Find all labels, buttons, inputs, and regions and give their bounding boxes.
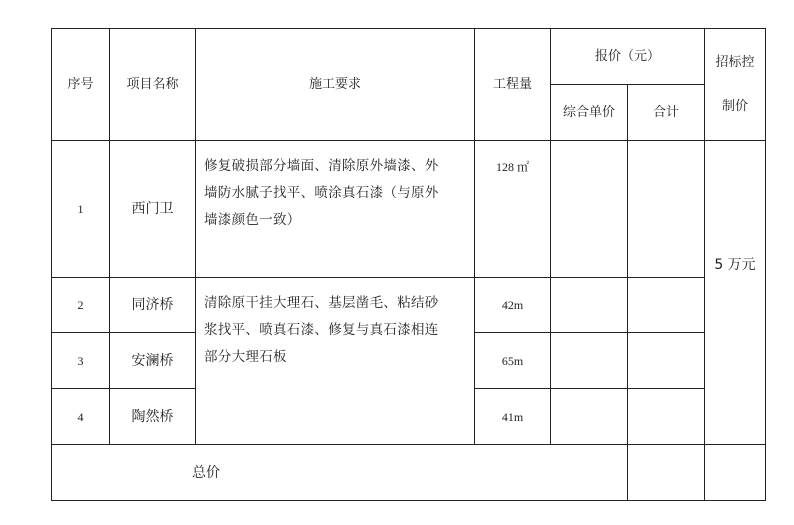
header-quote: 报价（元）	[594, 48, 660, 64]
row2-name: 同济桥	[131, 297, 174, 313]
row3-name: 安澜桥	[131, 352, 174, 369]
row1-requirements	[204, 153, 472, 234]
header-quantity: 工程量	[492, 76, 532, 92]
row2-quantity: 42m	[501, 298, 524, 312]
header-total: 合计	[652, 104, 679, 120]
control-price-value: 5 万元	[714, 257, 756, 273]
row3-quantity: 65m	[501, 353, 524, 368]
shared-requirements	[204, 290, 472, 371]
shared-requirements-line2: 浆找平、喷真石漆、修复与真石漆相连	[204, 322, 439, 338]
table-border-right	[765, 28, 766, 501]
col-unit-line	[627, 84, 628, 501]
row4-name: 陶然桥	[131, 408, 174, 425]
row4-seq: 4	[77, 409, 84, 424]
header-requirements: 施工要求	[308, 76, 361, 92]
row1-quantity: 128 ㎡	[495, 160, 529, 174]
header-seq: 序号	[67, 76, 94, 92]
header-unit-price: 综合单价	[562, 104, 615, 120]
row1-requirements-line2: 墙防水腻子找平、喷涂真石漆（与原外	[204, 185, 439, 201]
row3-seq: 3	[77, 353, 84, 368]
row1-name: 西门卫	[131, 201, 174, 217]
table-border-bottom	[51, 500, 766, 501]
header-project-name: 项目名称	[126, 76, 179, 92]
row1-requirements-line1: 修复破损部分墙面、清除原外墙漆、外	[204, 158, 439, 174]
header-control-price	[705, 29, 765, 140]
row2-seq: 2	[77, 298, 84, 312]
row1-seq: 1	[77, 202, 84, 216]
header-control-price-line2: 制价	[721, 98, 748, 114]
row1-requirements-line3: 墙漆颜色一致）	[204, 212, 301, 228]
row4-quantity: 41m	[501, 409, 524, 424]
total-price-label: 总价	[192, 464, 220, 481]
header-control-price-line1: 招标控	[715, 54, 755, 70]
shared-requirements-line3: 部分大理石板	[204, 349, 287, 365]
shared-requirements-line1: 清除原干挂大理石、基层凿毛、粘结砂	[204, 295, 439, 311]
